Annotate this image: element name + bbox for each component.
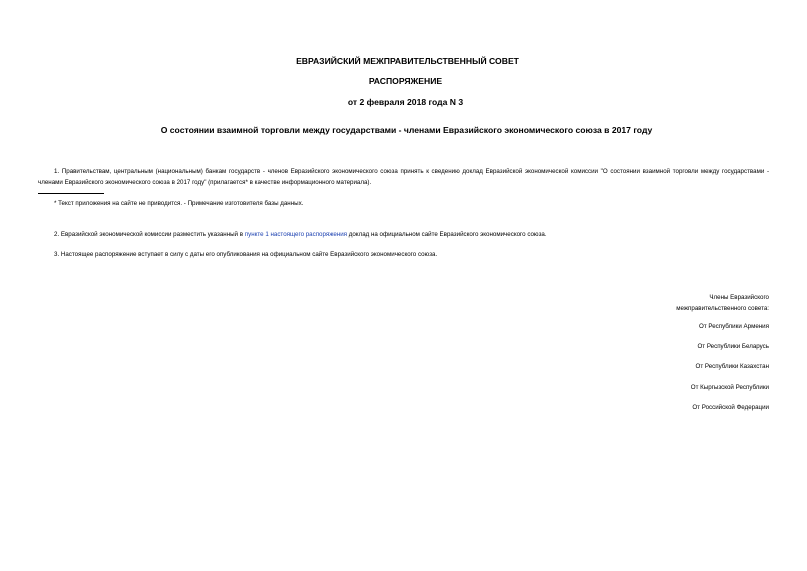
footnote: * Текст приложения на сайте не приводится. - Примечание изготовителя базы данных. — [54, 200, 304, 207]
paragraph-3: 3. Настоящее распоряжение вступает в силу с даты его опубликования на официальном сайте Евразийского экономического союза. — [54, 251, 438, 258]
footnote-divider — [38, 193, 104, 194]
paragraph-2-text-after: доклад на официальном сайте Евразийского экономического союза. — [347, 231, 547, 238]
council-name: ЕВРАЗИЙСКИЙ МЕЖПРАВИТЕЛЬСТВЕННЫЙ СОВЕТ — [296, 56, 519, 66]
document-type: РАСПОРЯЖЕНИЕ — [368, 76, 443, 86]
signatory-kazakhstan: От Республики Казахстан — [695, 363, 769, 370]
signatory-russia: От Российской Федерации — [692, 404, 769, 411]
document-date-number: от 2 февраля 2018 года N 3 — [347, 97, 464, 107]
signatory-armenia: От Республики Армения — [699, 323, 769, 330]
paragraph-2-text-before: 2. Евразийской экономической комиссии разместить указанный в — [54, 231, 245, 238]
signatories-heading-line-1: Члены Евразийского — [709, 294, 769, 301]
document-title: О состоянии взаимной торговли между государствами - членами Евразийского экономического союза в 2017 году — [160, 125, 653, 135]
paragraph-1: 1. Правительствам, центральным (национальным) банкам государств - членов Евразийского экономического союза принять к сведению доклад Евразийской экономической комиссии "О состоянии взаимной торговли между государствами - членами Евразийского экономического союза в 2017 году" (прилагается* в качестве информационного материала). — [38, 168, 769, 186]
paragraph-2 — [54, 229, 547, 240]
signatory-kyrgyzstan: От Кыргызской Республики — [690, 384, 769, 391]
signatories-heading — [676, 292, 769, 314]
signatories-heading-line-2: межправительственного совета: — [676, 305, 769, 312]
signatory-belarus: От Республики Беларусь — [697, 343, 769, 350]
clause-1-link[interactable]: пункте 1 настоящего распоряжения — [244, 231, 348, 238]
